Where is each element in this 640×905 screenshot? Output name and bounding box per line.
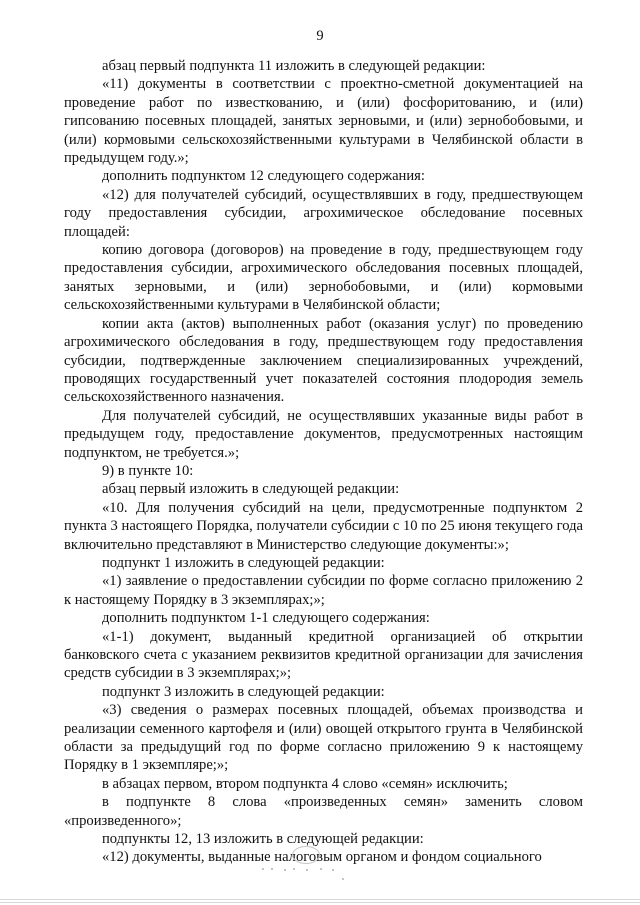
scan-dot <box>284 869 286 871</box>
paragraph: дополнить подпунктом 12 следующего содержания: <box>102 168 425 185</box>
paragraph: подпункт 1 изложить в следующей редакции: <box>102 554 385 571</box>
scan-dot <box>320 868 322 870</box>
faint-stamp-mark <box>292 846 320 864</box>
paragraph: абзац первый подпункта 11 изложить в следующей редакции: <box>102 58 486 74</box>
paragraph: копии акта (актов) выполненных работ (оказания услуг) по проведению агрохимического обследования в году, предшествующем году предоставления субсидии, подтвержденные заключением специализированных учреждений, проводящих государственный учет показателей состояния плодородия земель сельскохозяйственного назначения. <box>64 315 583 406</box>
paragraph: копию договора (договоров) на проведение в году, предшествующем году предоставления субсидии, агрохимического обследования посевных площадей, занятых зерновыми, и (или) зернобобовыми, и (или) кормовыми сельскохозяйственными культурами в Челябинской области; <box>64 242 583 314</box>
paragraph: «1-1) документ, выданный кредитной организацией об открытии банковского счета с указанием реквизитов кредитной организации для зачисления средств субсидии в 3 экземплярах;»; <box>64 628 583 682</box>
paragraph: дополнить подпунктом 1-1 следующего содержания: <box>102 610 430 627</box>
scan-dot <box>332 869 334 871</box>
paragraph: в абзацах первом, втором подпункта 4 слово «семян» исключить; <box>102 775 508 792</box>
paragraph: «11) документы в соответствии с проектно-сметной документацией на проведение работ по известкованию, и (или) фосфоритованию, и (или) гипсованию посевных площадей, занятых зерновыми, и (или) зернобобовыми, и (или) кормовыми сельскохозяйственными культурами в Челябинской области в предыдущем году.»; <box>64 76 583 167</box>
paragraph: Для получателей субсидий, не осуществлявших указанные виды работ в предыдущем году, предоставление документов, предусмотренных настоящим подпунктом, не требуется.»; <box>64 407 583 461</box>
paragraph: «10. Для получения субсидий на цели, предусмотренные подпунктом 2 пункта 3 настоящего Порядка, получатели субсидии с 10 по 25 июня текущего года включительно представляют в Министерство следующие документы:»; <box>64 499 583 553</box>
scan-dot <box>271 868 273 870</box>
scan-dot <box>306 869 308 871</box>
scan-dot <box>262 868 264 870</box>
paragraph: подпункт 3 изложить в следующей редакции: <box>102 683 385 700</box>
paragraph: абзац первый изложить в следующей редакции: <box>102 481 400 498</box>
paragraph: «1) заявление о предоставлении субсидии по форме согласно приложению 2 к настоящему Порядку в 3 экземплярах;»; <box>64 573 583 608</box>
paragraph: 9) в пункте 10: <box>102 462 194 479</box>
paragraph: в подпункте 8 слова «произведенных семян» заменить словом «произведенного»; <box>64 794 583 829</box>
paragraph: «12) документы, выданные налоговым органом и фондом социального <box>102 849 542 866</box>
paragraph: «12) для получателей субсидий, осуществлявших в году, предшествующем году предоставления субсидии, агрохимическое обследование посевных площадей: <box>64 186 583 240</box>
scan-edge-line <box>0 902 640 903</box>
paragraph: подпункты 12, 13 изложить в следующей редакции: <box>102 831 424 848</box>
scan-edge-line <box>0 899 640 900</box>
page-number: 9 <box>316 28 324 44</box>
paragraph: «3) сведения о размерах посевных площадей, объемах производства и реализации семенного картофеля и (или) овощей открытого грунта в Челябинской области за предыдущий год по форме согласно приложению 9 к настоящему Порядку в 1 экземпляре;»; <box>64 702 583 774</box>
scan-dot <box>342 878 344 880</box>
document-body <box>64 57 583 867</box>
scan-artifacts <box>262 866 382 886</box>
scan-dot <box>293 868 295 870</box>
